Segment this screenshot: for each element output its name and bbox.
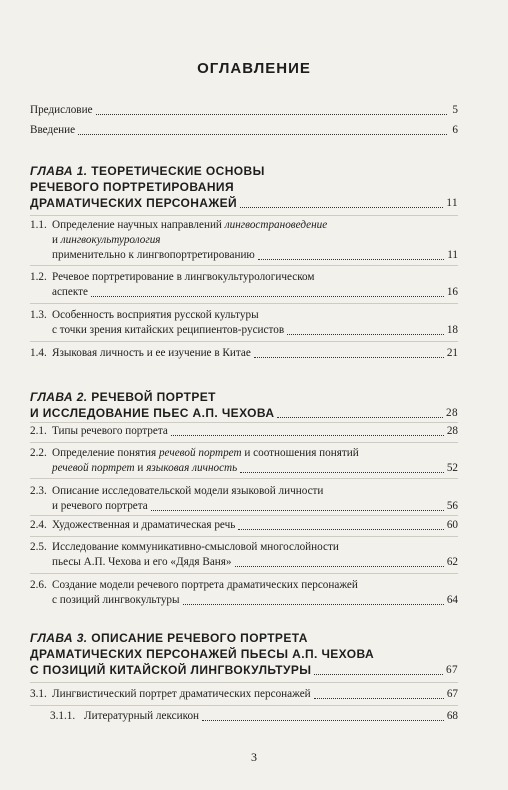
separator: [30, 341, 458, 342]
leader-dots: [171, 434, 444, 436]
page-number: 67: [446, 688, 458, 700]
toc-entry-text: Исследование коммуникативно-смысловой многослойности: [52, 541, 339, 553]
toc-entry-text: с позиций лингвокультуры: [52, 594, 180, 606]
page-number: 64: [446, 594, 458, 606]
toc-entry-text: Особенность восприятия русской культуры: [52, 309, 259, 321]
chapter-title-line: РЕЧЕВОЙ ПОРТРЕТ: [91, 390, 216, 404]
leader-dots: [151, 509, 444, 511]
page-number: 5: [452, 104, 458, 116]
chapter-label: ГЛАВА 2.: [30, 390, 88, 404]
toc-entry-2-4[interactable]: [30, 518, 458, 533]
separator: [30, 682, 458, 683]
toc-entry-text: с точки зрения китайских реципиентов-русистов: [52, 324, 285, 336]
chapter-title-line: ДРАМАТИЧЕСКИХ ПЕРСОНАЖЕЙ ПЬЕСЫ А.П. ЧЕХОВА: [30, 647, 375, 661]
leader-dots: [277, 416, 443, 418]
page-number: 28: [446, 425, 458, 437]
page-number: 16: [446, 286, 458, 298]
toc-entry-text: Литературный лексикон: [84, 710, 200, 722]
section-number: 2.1.: [30, 425, 47, 437]
section-number: 2.3.: [30, 485, 47, 497]
toc-entry-text: Языковая личность и ее изучение в Китае: [52, 347, 251, 359]
leader-dots: [235, 565, 444, 567]
section-number: 1.3.: [30, 309, 47, 321]
separator: [30, 303, 458, 304]
section-number: 1.2.: [30, 271, 47, 283]
toc-entry-text: Введение: [30, 124, 76, 136]
leader-dots: [78, 133, 447, 135]
page-number: 56: [446, 500, 458, 512]
chapter-1-heading[interactable]: [30, 163, 458, 211]
leader-dots: [91, 295, 444, 297]
leader-dots: [96, 113, 447, 115]
separator: [30, 265, 458, 266]
chapter-3-heading[interactable]: [30, 630, 458, 678]
leader-dots: [240, 471, 444, 473]
chapter-title-line: РЕЧЕВОГО ПОРТРЕТИРОВАНИЯ: [30, 180, 234, 194]
toc-entry-text: аспекте: [52, 286, 89, 298]
separator: [30, 442, 458, 443]
toc-entry-text: Речевое портретирование в лингвокультурологическом: [52, 271, 315, 283]
leader-dots: [287, 333, 444, 335]
toc-entry-1-3[interactable]: [30, 308, 458, 338]
toc-entry-text: Определение научных направлений: [52, 219, 225, 231]
leader-dots: [238, 528, 443, 530]
toc-entry-text-italic: лингвокультурология: [60, 234, 161, 246]
toc-entry-text: Создание модели речевого портрета драматических персонажей: [52, 579, 358, 591]
page-number: 28: [446, 407, 458, 419]
section-number: 2.2.: [30, 447, 47, 459]
section-number: 2.5.: [30, 541, 47, 553]
toc-entry-introduction[interactable]: [30, 123, 458, 138]
toc-entry-text: и соотношения понятий: [241, 447, 359, 459]
toc-entry-text: применительно к лингвопортретированию: [52, 249, 255, 261]
chapter-title-line: И ИССЛЕДОВАНИЕ ПЬЕС А.П. ЧЕХОВА: [30, 406, 275, 420]
page-number: 6: [452, 124, 458, 136]
leader-dots: [254, 356, 444, 358]
page-number: 52: [446, 462, 458, 474]
page-number: 11: [447, 249, 458, 261]
leader-dots: [258, 258, 444, 260]
section-number: 3.1.1.: [50, 710, 76, 722]
toc-entry-text: Предисловие: [30, 104, 93, 116]
section-number: 1.1.: [30, 219, 47, 231]
toc-entry-2-1[interactable]: [30, 424, 458, 439]
chapter-2-heading[interactable]: [30, 389, 458, 421]
leader-dots: [183, 603, 444, 605]
section-number: 3.1.: [30, 688, 47, 700]
chapter-label: ГЛАВА 1.: [30, 164, 88, 178]
section-number: 1.4.: [30, 347, 47, 359]
toc-entry-text-italic: речевой портрет: [158, 447, 242, 459]
toc-entry-text-italic: языковая личность: [146, 462, 238, 474]
toc-entry-text: и: [134, 462, 147, 474]
toc-entry-1-2[interactable]: [30, 270, 458, 300]
toc-entry-text: Типы речевого портрета: [52, 425, 168, 437]
separator: [30, 705, 458, 706]
separator: [30, 215, 458, 216]
toc-entry-2-3[interactable]: [30, 484, 458, 514]
toc-entry-3-1-1[interactable]: [50, 709, 458, 724]
chapter-title-line: С ПОЗИЦИЙ КИТАЙСКОЙ ЛИНГВОКУЛЬТУРЫ: [30, 663, 312, 677]
toc-entry-2-6[interactable]: [30, 578, 458, 608]
page-number: 67: [446, 664, 458, 676]
toc-entry-2-2[interactable]: [30, 446, 458, 476]
toc-entry-2-5[interactable]: [30, 540, 458, 570]
page-number: 60: [446, 519, 458, 531]
leader-dots: [240, 206, 443, 208]
toc-entry-text: Художественная и драматическая речь: [52, 519, 236, 531]
leader-dots: [314, 697, 444, 699]
page-number: 21: [446, 347, 458, 359]
leader-dots: [202, 719, 444, 721]
separator: [30, 478, 458, 479]
toc-entry-3-1[interactable]: [30, 687, 458, 702]
page-number: 62: [446, 556, 458, 568]
toc-entry-text: Лингвистический портрет драматических персонажей: [52, 688, 311, 700]
toc-entry-text-italic: лингвострановедение: [224, 219, 328, 231]
chapter-title-line: ДРАМАТИЧЕСКИХ ПЕРСОНАЖЕЙ: [30, 196, 238, 210]
chapter-title-line: ОПИСАНИЕ РЕЧЕВОГО ПОРТРЕТА: [91, 631, 308, 645]
separator: [30, 422, 458, 423]
toc-entry-text: и: [52, 234, 61, 246]
separator: [30, 573, 458, 574]
toc-entry-text: пьесы А.П. Чехова и его «Дядя Ваня»: [52, 556, 232, 568]
toc-entry-text: и речевого портрета: [52, 500, 148, 512]
toc-entry-preface[interactable]: [30, 103, 458, 118]
separator: [30, 536, 458, 537]
page-folio-number: 3: [251, 750, 257, 764]
page-number: 18: [446, 324, 458, 336]
toc-entry-1-4[interactable]: [30, 346, 458, 361]
leader-dots: [314, 673, 443, 675]
chapter-title-line: ТЕОРЕТИЧЕСКИЕ ОСНОВЫ: [91, 164, 265, 178]
toc-entry-text-italic: речевой портрет: [52, 462, 135, 474]
toc-entry-1-1[interactable]: [30, 218, 458, 263]
page-number: 11: [446, 197, 458, 209]
section-number: 2.4.: [30, 519, 47, 531]
toc-entry-text: Определение понятия: [52, 447, 159, 459]
section-number: 2.6.: [30, 579, 47, 591]
separator: [30, 515, 458, 516]
page-number: 68: [446, 710, 458, 722]
toc-entry-text: Описание исследовательской модели языковой личности: [52, 485, 324, 497]
chapter-label: ГЛАВА 3.: [30, 631, 88, 645]
page-title: ОГЛАВЛЕНИЕ: [197, 60, 311, 77]
